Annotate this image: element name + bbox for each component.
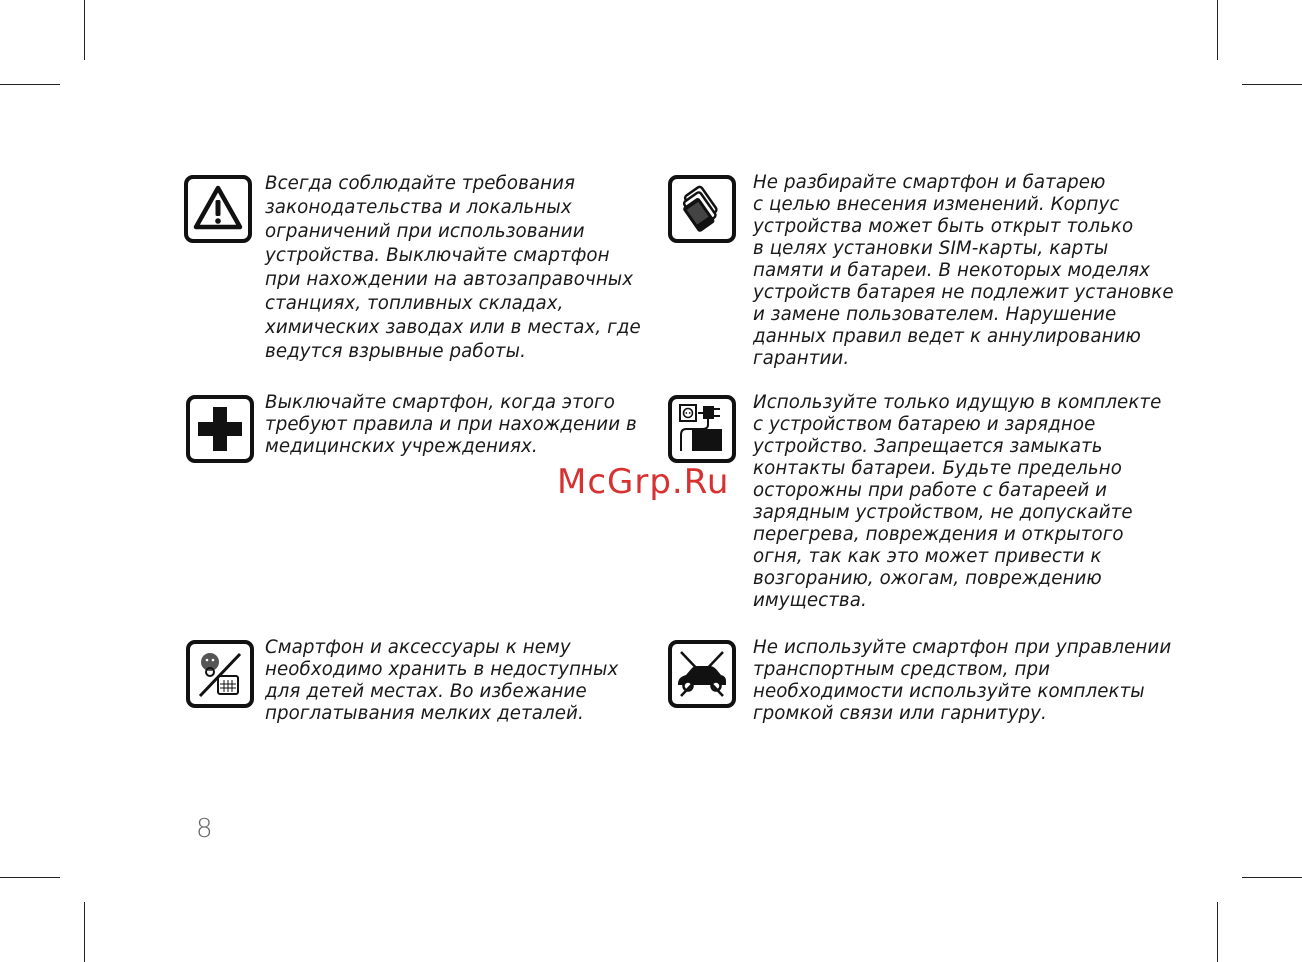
keep-from-children-text: Смартфон и аксессуары к нему необходимо хранить в недоступных для детей местах. Во избежание проглатывания мелких деталей. [265, 637, 619, 724]
crop-mark-top-right-horizontal [1242, 84, 1302, 85]
watermark: McGrp.Ru [557, 462, 730, 502]
charger-battery-icon [668, 395, 736, 463]
keep-from-children-icon [186, 640, 254, 708]
page-number: 8 [196, 814, 213, 844]
no-driving-icon [668, 640, 736, 708]
crop-mark-bottom-right-vertical [1217, 902, 1218, 962]
no-disassembly-icon [668, 175, 736, 243]
crop-mark-top-right-vertical [1217, 0, 1218, 60]
charger-battery-text: Используйте только идущую в комплекте с устройством батарею и зарядное устройство. Запрещается замыкать контакты батареи. Будьте предельно осторожны при работе с батареей и зарядным устройством, не допускайте перегрева, повреждения и открытого огня, так как это может привести к возгоранию, ожогам, повреждению имущества. [753, 392, 1162, 611]
warning-text: Всегда соблюдайте требования законодательства и локальных ограничений при использовании устройства. Выключайте смартфон при нахождении на автозаправочных станциях, топливных складах, химических заводах или в местах, где ведутся взрывные работы. [265, 173, 641, 362]
crop-mark-top-left-vertical [84, 0, 85, 60]
no-disassembly-text: Не разбирайте смартфон и батарею с целью внесения изменений. Корпус устройства может быть открыт только в целях установки SIM-карты, карты памяти и батареи. В некоторых моделях устройств батарея не подлежит установке и замене пользователем. Нарушение данных правил ведет к аннулированию гарантии. [753, 172, 1174, 369]
warning-triangle-icon [184, 175, 252, 243]
crop-mark-top-left-horizontal [0, 84, 60, 85]
no-driving-text: Не используйте смартфон при управлении транспортным средством, при необходимости используйте комплекты громкой связи или гарнитуру. [753, 637, 1172, 724]
crop-mark-bottom-right-horizontal [1242, 877, 1302, 878]
crop-mark-bottom-left-horizontal [0, 877, 60, 878]
medical-cross-icon [186, 395, 254, 463]
medical-text: Выключайте смартфон, когда этого требуют правила и при нахождении в медицинских учреждениях. [265, 392, 637, 457]
crop-mark-bottom-left-vertical [84, 902, 85, 962]
